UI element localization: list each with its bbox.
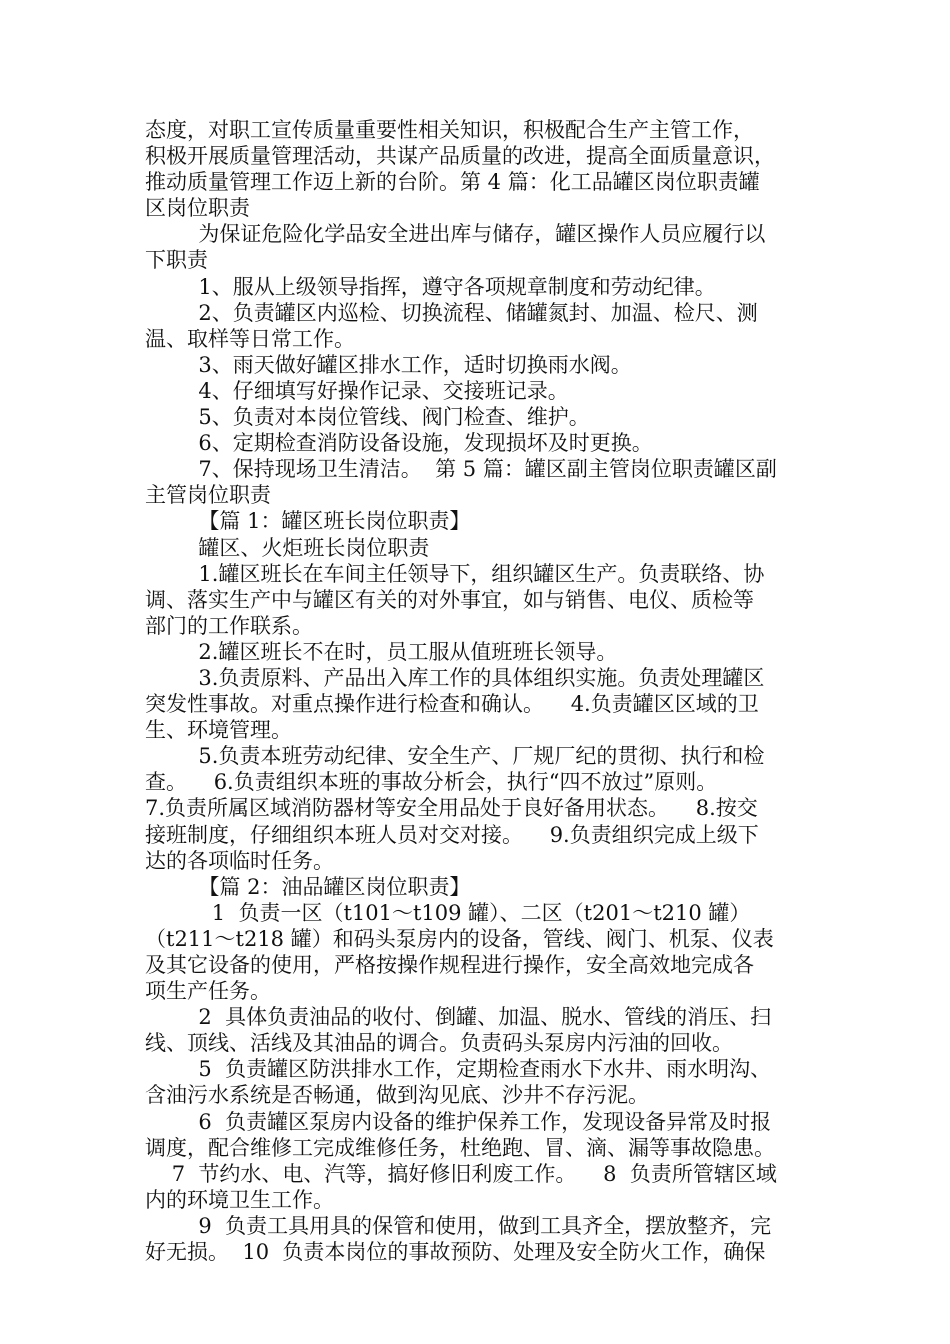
text-line: 下职责 (145, 248, 208, 273)
text-line: 调度，配合维修工完成维修任务，杜绝跑、冒、滴、漏等事故隐患。 (145, 1135, 775, 1160)
text-line: 6、定期检查消防设备设施，发现损坏及时更换。 (145, 431, 653, 456)
section-heading: 【篇 2：油品罐区岗位职责】 (145, 874, 471, 899)
text-line: 3、雨天做好罐区排水工作，适时切换雨水阀。 (145, 352, 632, 377)
text-line: 好无损。 10 负责本岗位的事故预防、处理及安全防火工作，确保 (145, 1240, 766, 1265)
document-body (145, 117, 825, 1265)
text-line: 态度，对职工宣传质量重要性相关知识，积极配合生产主管工作， (145, 118, 754, 142)
text-line: 5、负责对本岗位管线、阀门检查、维护。 (145, 405, 590, 430)
text-line: 含油污水系统是否畅通，做到沟见底、沙井不存污泥。 (145, 1083, 649, 1108)
text-line: 4、仔细填写好操作记录、交接班记录。 (145, 378, 569, 403)
text-line: 突发性事故。对重点操作进行检查和确认。 4.负责罐区区域的卫 (145, 692, 759, 717)
text-line: 积极开展质量管理活动，共谋产品质量的改进，提高全面质量意识， (145, 144, 775, 169)
text-line: 6 负责罐区泵房内设备的维护保养工作，发现设备异常及时报 (145, 1109, 772, 1134)
text-line: 区岗位职责 (145, 196, 250, 221)
text-line: 接班制度，仔细组织本班人员对交对接。 9.负责组织完成上级下 (145, 822, 759, 847)
text-line: 及其它设备的使用，严格按操作规程进行操作，安全高效地完成各 (145, 953, 754, 977)
section-heading: 【篇 1：罐区班长岗位职责】 (145, 509, 471, 534)
text-line: 查。 6.负责组织本班的事故分析会，执行“四不放过”原则。 (145, 770, 718, 795)
text-line: 项生产任务。 (145, 979, 271, 1004)
text-line: 调、落实生产中与罐区有关的对外事宜，如与销售、电仪、质检等 (145, 587, 754, 612)
text-line: 7.负责所属区域消防器材等安全用品处于良好备用状态。 8.按交 (145, 796, 758, 821)
text-line: 生、环境管理。 (145, 718, 292, 743)
text-line: 1.罐区班长在车间主任领导下，组织罐区生产。负责联络、协 (145, 561, 765, 586)
text-line: 推动质量管理工作迈上新的台阶。第 4 篇：化工品罐区岗位职责罐 (145, 170, 760, 195)
text-line: 为保证危险化学品安全进出库与储存，罐区操作人员应履行以 (145, 222, 766, 247)
text-line: 2 具体负责油品的收付、倒罐、加温、脱水、管线的消压、扫 (145, 1005, 772, 1030)
text-line: 1 负责一区（t101～t109 罐）、二区（t201～t210 罐） (145, 900, 751, 925)
text-line: （t211～t218 罐）和码头泵房内的设备，管线、阀门、机泵、仪表 (145, 926, 774, 951)
text-line: 内的环境卫生工作。 (145, 1187, 334, 1212)
text-line: 2、负责罐区内巡检、切换流程、储罐氮封、加温、检尺、测 (145, 300, 758, 325)
text-line: 温、取样等日常工作。 (145, 326, 355, 351)
text-line: 5.负责本班劳动纪律、安全生产、厂规厂纪的贯彻、执行和检 (145, 744, 765, 769)
text-line: 5 负责罐区防洪排水工作，定期检查雨水下水井、雨水明沟、 (145, 1057, 772, 1082)
text-line: 部门的工作联系。 (145, 613, 313, 638)
text-line: 9 负责工具用具的保管和使用，做到工具齐全，摆放整齐，完 (145, 1213, 772, 1238)
text-line: 罐区、火炬班长岗位职责 (145, 535, 430, 560)
text-line: 3.负责原料、产品出入库工作的具体组织实施。负责处理罐区 (145, 665, 765, 690)
text-line: 主管岗位职责 (145, 483, 271, 508)
text-line: 7 节约水、电、汽等，搞好修旧利废工作。 8 负责所管辖区域 (145, 1161, 777, 1186)
text-line: 1、服从上级领导指挥，遵守各项规章制度和劳动纪律。 (145, 274, 716, 299)
text-line: 7、保持现场卫生清洁。 第 5 篇：罐区副主管岗位职责罐区副 (145, 457, 777, 482)
text-line: 线、顶线、活线及其油品的调合。负责码头泵房内污油的回收。 (145, 1031, 733, 1056)
text-line: 达的各项临时任务。 (145, 848, 334, 873)
text-line: 2.罐区班长不在时，员工服从值班班长领导。 (145, 639, 618, 664)
